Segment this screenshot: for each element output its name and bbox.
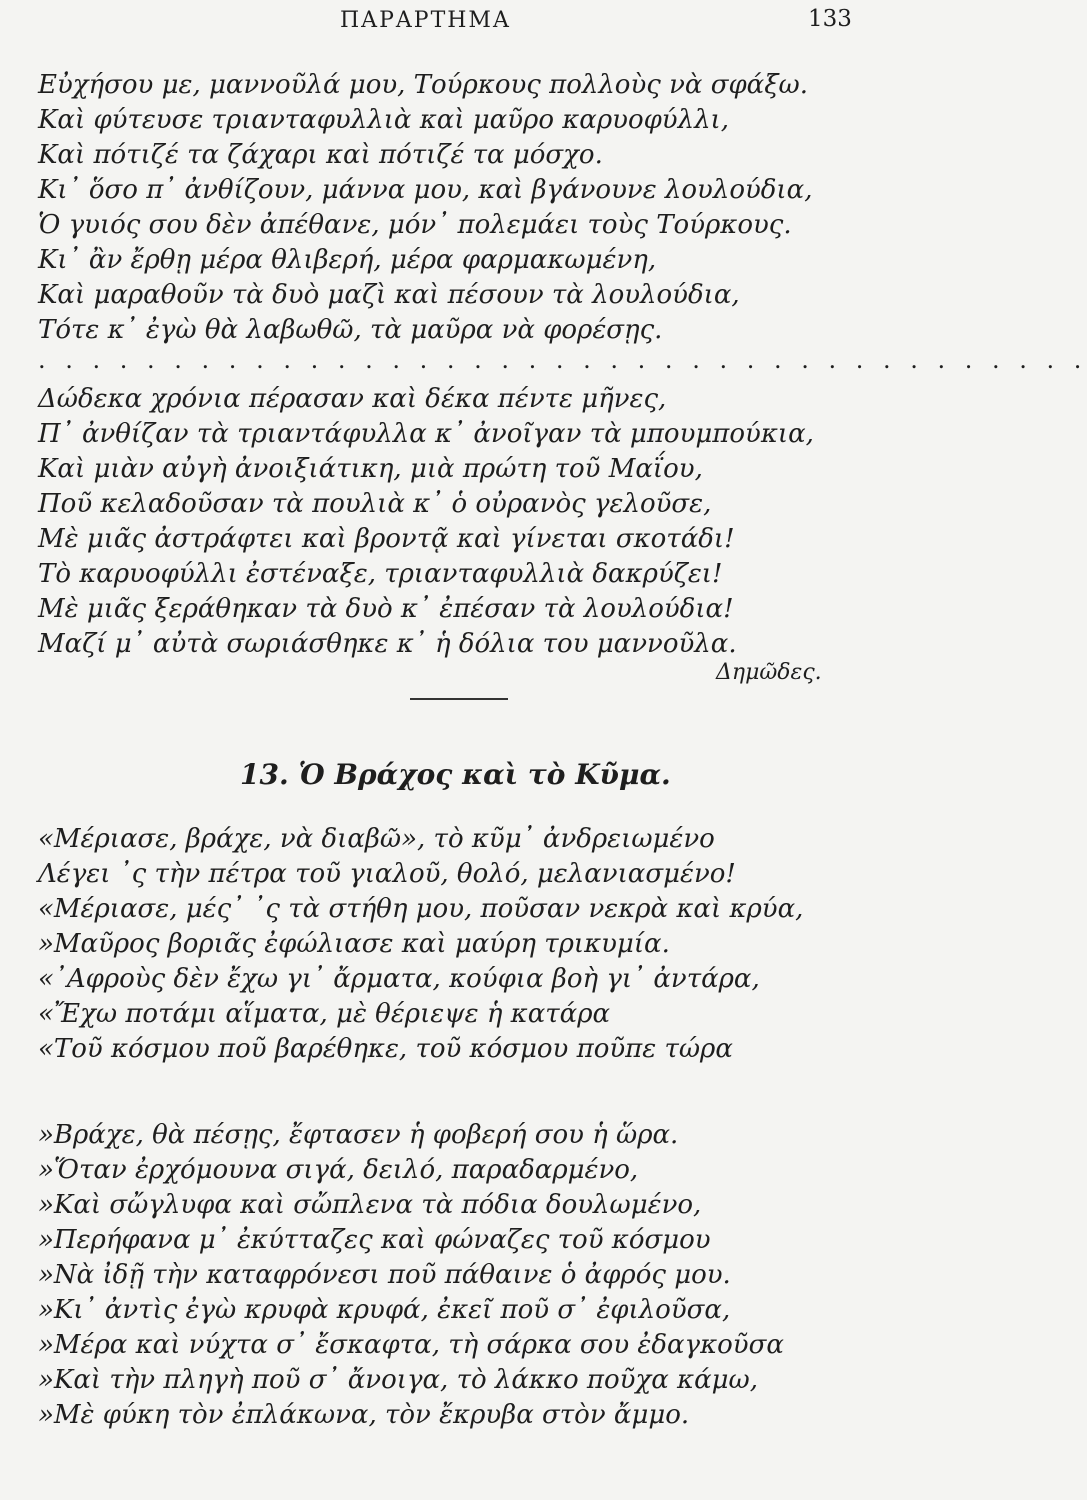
verse-line: Δώδεκα χρόνια πέρασαν καὶ δέκα πέντε μῆνες, bbox=[38, 384, 667, 414]
verse-line: »Καὶ σὤγλυφα καὶ σὤπλενα τὰ πόδια δουλωμένο, bbox=[38, 1190, 702, 1220]
running-header bbox=[0, 2, 940, 42]
omission-dots: . . . . . . . . . . . . . . . . . . . . . . . . . . . . . . . . . . . . . . . bbox=[38, 346, 1087, 374]
verse-line: Καὶ φύτευσε τριανταφυλλιὰ καὶ μαῦρο καρυοφύλλι, bbox=[38, 105, 730, 135]
verse-line: Μὲ μιᾶς ξεράθηκαν τὰ δυὸ κ᾿ ἐπέσαν τὰ λουλούδια! bbox=[38, 594, 734, 624]
verse-line: «Μέριασε, βράχε, νὰ διαβῶ», τὸ κῦμ᾿ ἀνδρειωμένο bbox=[38, 824, 715, 854]
verse-line: Κι᾿ ἂν ἔρθῃ μέρα θλιβερή, μέρα φαρμακωμένη, bbox=[38, 245, 657, 275]
verse-line: Εὐχήσου με, μαννοῦλά μου, Τούρκους πολλοὺς νὰ σφάξω. bbox=[38, 70, 809, 100]
poem-1-stanza-1 bbox=[38, 68, 838, 348]
poem-attribution: Δημῶδες. bbox=[716, 660, 822, 685]
verse-line: «Μέριασε, μές᾿ ᾿ς τὰ στήθη μου, ποῦσαν νεκρὰ καὶ κρύα, bbox=[38, 894, 804, 924]
verse-line: Ποῦ κελαδοῦσαν τὰ πουλιὰ κ᾿ ὁ οὐρανὸς γελοῦσε, bbox=[38, 489, 712, 519]
verse-line: Καὶ μαραθοῦν τὰ δυὸ μαζὶ καὶ πέσουν τὰ λουλούδια, bbox=[38, 280, 740, 310]
verse-line: Μὲ μιᾶς ἀστράφτει καὶ βροντᾷ καὶ γίνεται σκοτάδι! bbox=[38, 524, 735, 554]
verse-line: »Μέρα καὶ νύχτα σ᾿ ἔσκαφτα, τὴ σάρκα σου ἐδαγκοῦσα bbox=[38, 1330, 784, 1360]
poem-2-stanza-2 bbox=[38, 1118, 838, 1433]
verse-line: Π᾿ ἀνθίζαν τὰ τριαντάφυλλα κ᾿ ἀνοῖγαν τὰ μπουμπούκια, bbox=[38, 419, 814, 449]
verse-line: Τὸ καρυοφύλλι ἐστέναξε, τριανταφυλλιὰ δακρύζει! bbox=[38, 559, 723, 589]
running-title: ΠΑΡΑΡΤΗΜΑ bbox=[340, 8, 511, 33]
verse-line: »Νὰ ἰδῇ τὴν καταφρόνεσι ποῦ πάθαινε ὁ ἀφρός μου. bbox=[38, 1260, 731, 1290]
verse-line: «Τοῦ κόσμου ποῦ βαρέθηκε, τοῦ κόσμου ποῦπε τώρα bbox=[38, 1034, 733, 1064]
verse-line: »Καὶ τὴν πληγὴ ποῦ σ᾿ ἄνοιγα, τὸ λάκκο ποῦχα κάμω, bbox=[38, 1365, 759, 1395]
verse-line: »Μαῦρος βοριᾶς ἐφώλιασε καὶ μαύρη τρικυμία. bbox=[38, 929, 670, 959]
verse-line: Ὁ γυιός σου δὲν ἀπέθανε, μόν᾿ πολεμάει τοὺς Τούρκους. bbox=[38, 210, 792, 240]
verse-line: »Περήφανα μ᾿ ἐκύτταζες καὶ φώναζες τοῦ κόσμου bbox=[38, 1225, 711, 1255]
section-divider bbox=[410, 698, 508, 700]
page-number: 133 bbox=[808, 6, 852, 32]
verse-line: Μαζί μ᾿ αὐτὰ σωριάσθηκε κ᾿ ἡ δόλια του μαννοῦλα. bbox=[38, 629, 737, 659]
poem-heading: 13. Ὁ Βράχος καὶ τὸ Κῦμα. bbox=[240, 758, 671, 791]
verse-line: »Ὅταν ἐρχόμουνα σιγά, δειλό, παραδαρμένο, bbox=[38, 1155, 639, 1185]
verse-line: Λέγει ᾿ς τὴν πέτρα τοῦ γιαλοῦ, θολό, μελανιασμένο! bbox=[38, 859, 736, 889]
verse-line: »Μὲ φύκη τὸν ἐπλάκωνα, τὸν ἔκρυβα στὸν ἄμμο. bbox=[38, 1400, 690, 1430]
verse-line: Τότε κ᾿ ἐγὼ θὰ λαβωθῶ, τὰ μαῦρα νὰ φορέσῃς. bbox=[38, 315, 663, 345]
verse-line: Κι᾿ ὅσο π᾿ ἀνθίζουν, μάννα μου, καὶ βγάνουνε λουλούδια, bbox=[38, 175, 813, 205]
verse-line: Καὶ μιὰν αὐγὴ ἀνοιξιάτικη, μιὰ πρώτη τοῦ Μαΐου, bbox=[38, 454, 703, 484]
verse-line: «᾿Αφροὺς δὲν ἔχω γι᾿ ἄρματα, κούφια βοὴ γι᾿ ἀντάρα, bbox=[38, 964, 760, 994]
verse-line: »Κι᾿ ἀντὶς ἐγὼ κρυφὰ κρυφά, ἐκεῖ ποῦ σ᾿ ἐφιλοῦσα, bbox=[38, 1295, 731, 1325]
verse-line: «Ἔχω ποτάμι αἵματα, μὲ θέριεψε ἡ κατάρα bbox=[38, 999, 611, 1029]
poem-1-stanza-2 bbox=[38, 382, 838, 662]
poem-2-stanza-1 bbox=[38, 822, 838, 1067]
verse-line: »Βράχε, θὰ πέσῃς, ἔφτασεν ἡ φοβερή σου ἡ ὥρα. bbox=[38, 1120, 679, 1150]
verse-line: Καὶ πότιζέ τα ζάχαρι καὶ πότιζέ τα μόσχο. bbox=[38, 140, 603, 170]
